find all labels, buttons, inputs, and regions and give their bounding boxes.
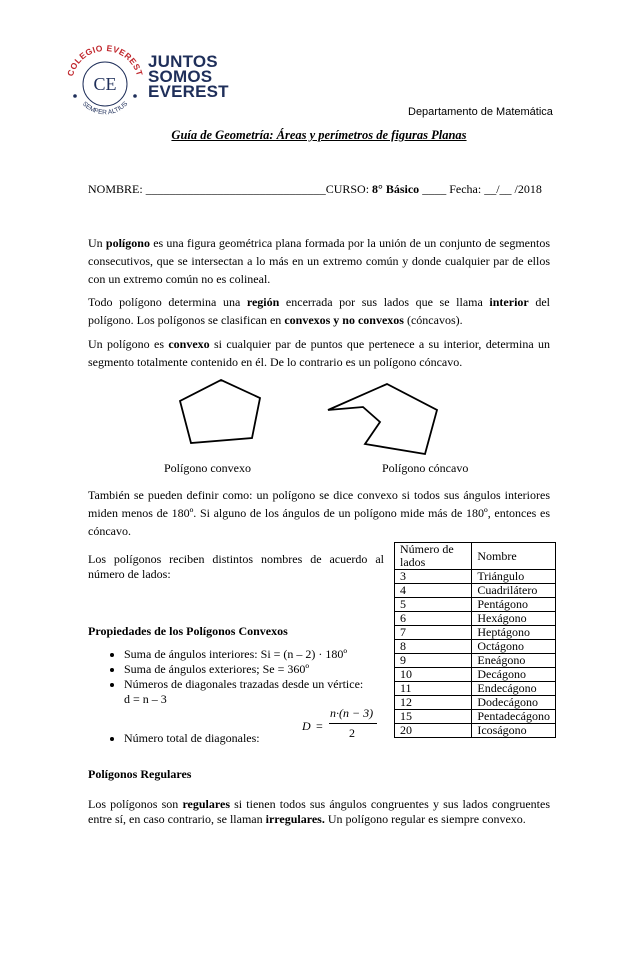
- properties-list: [88, 647, 424, 707]
- slogan: [148, 54, 229, 99]
- paragraph-regular-polygons: [88, 797, 550, 827]
- regular-text-a: Los polígonos son: [88, 797, 183, 811]
- table-row: [395, 598, 556, 612]
- paragraph-polygon-names-intro: Los polígonos reciben distintos nombres de acuerdo al número de lados:: [88, 552, 384, 581]
- table-cell-name: Icoságono: [472, 724, 556, 738]
- seal-bottom-text: SEMPER ALTIUS: [80, 100, 130, 117]
- table-cell-sides: 10: [395, 668, 472, 682]
- course-blank[interactable]: ____: [422, 182, 447, 196]
- convex-pentagon-shape: [180, 380, 260, 443]
- table-cell-sides: 9: [395, 654, 472, 668]
- convex-polygon-caption: Polígono convexo: [164, 461, 251, 475]
- school-logo: [60, 32, 229, 132]
- p2-bold-classes: convexos y no convexos: [284, 313, 404, 327]
- table-cell-name: Decágono: [472, 668, 556, 682]
- svg-text:COLEGIO EVEREST: [65, 43, 145, 78]
- p1-bold-polygon: polígono: [105, 236, 150, 250]
- seal-initials: CE: [93, 74, 117, 94]
- table-row: [395, 584, 556, 598]
- table-cell-name: Heptágono: [472, 626, 556, 640]
- paragraph-angles: También se pueden definir como: un polígono se dice convexo si todos sus ángulos interiores miden menos de 180º. Si alguno de los ángulos de un polígono mide más de 180º, entonces es cóncavo.: [88, 488, 550, 538]
- svg-text:SEMPER ALTIUS: [81, 100, 130, 116]
- table-header-name: Nombre: [472, 543, 556, 570]
- table-cell-sides: 5: [395, 598, 472, 612]
- paragraph-convex: [88, 335, 550, 371]
- property-interior-angles: • Suma de ángulos interiores: Si = (n – 2) · 180º: [124, 647, 424, 662]
- p2-text-e: del polígono. Los polígonos se clasifican en: [88, 295, 550, 327]
- formula-numerator: n·(n − 3): [330, 706, 374, 720]
- department-label: Departamento de Matemática: [408, 106, 553, 118]
- date-value[interactable]: __/__ /2018: [484, 182, 542, 196]
- table-cell-sides: 11: [395, 682, 472, 696]
- table-cell-name: Pentágono: [472, 598, 556, 612]
- table-cell-name: Endecágono: [472, 682, 556, 696]
- concave-polygon-shape: [328, 384, 437, 454]
- table-row: [395, 626, 556, 640]
- slogan-line-1: JUNTOS: [148, 52, 218, 71]
- table-cell-name: Cuadrilátero: [472, 584, 556, 598]
- table-cell-name: Pentadecágono: [472, 710, 556, 724]
- property-total-diagonals: • Número total de diagonales:: [124, 731, 424, 746]
- table-cell-sides: 7: [395, 626, 472, 640]
- regular-bold-regular: regulares: [182, 797, 230, 811]
- property-diagonals-vertex-text: Números de diagonales trazadas desde un vértice:: [124, 677, 364, 691]
- paragraph-polygon-definition: [88, 234, 550, 288]
- p2-bold-region: región: [246, 295, 280, 309]
- concave-polygon-caption: Polígono cóncavo: [382, 461, 469, 475]
- p3-bold-convex: convexo: [168, 337, 210, 351]
- slogan-line-2: SOMOS: [148, 67, 213, 86]
- p1-text-c: es una figura geométrica plana formada por la unión de un conjunto de segmentos consecutivos, que se intersectan a lo más en un extremo común y donde cualquier par de ellos con un extremo común no es colineal.: [88, 236, 550, 286]
- table-cell-name: Octágono: [472, 640, 556, 654]
- formula-fraction-bar: [329, 723, 377, 724]
- table-cell-sides: 8: [395, 640, 472, 654]
- formula-equals: =: [316, 719, 323, 733]
- property-diagonals-vertex: [124, 677, 424, 707]
- properties-list-last: [88, 731, 424, 746]
- table-header-sides: Número de lados: [395, 543, 472, 570]
- p2-text-c: encerrada por sus lados que se llama: [279, 295, 490, 309]
- table-cell-sides: 12: [395, 696, 472, 710]
- p2-text-g: (cóncavos).: [403, 313, 463, 327]
- table-cell-sides: 6: [395, 612, 472, 626]
- p3-text-a: Un polígono es: [88, 337, 169, 351]
- table-cell-sides: 20: [395, 724, 472, 738]
- p2-bold-interior: interior: [489, 295, 529, 309]
- property-exterior-angles: • Suma de ángulos exteriores; Se = 360º: [124, 662, 424, 677]
- formula-denominator: 2: [349, 726, 355, 740]
- paragraph-region: [88, 293, 550, 329]
- student-info-line: [88, 182, 542, 197]
- table-row: [395, 570, 556, 584]
- regular-bold-irregular: irregulares.: [265, 812, 325, 826]
- table-cell-name: Triángulo: [472, 570, 556, 584]
- p3-text-c: si cualquier par de puntos que pertenece a su interior, determina un segmento totalmente contenido en él. De lo contrario es un polígono cóncavo.: [88, 337, 550, 369]
- slogan-line-3: EVEREST: [148, 82, 229, 101]
- date-label: Fecha:: [449, 182, 482, 196]
- table-cell-sides: 4: [395, 584, 472, 598]
- course-value: 8° Básico: [372, 182, 420, 196]
- table-cell-name: Eneágono: [472, 654, 556, 668]
- table-row: [395, 710, 556, 724]
- name-blank[interactable]: ______________________________: [145, 182, 326, 196]
- table-cell-name: Dodecágono: [472, 696, 556, 710]
- table-header-row: [395, 543, 556, 570]
- regular-text-c: si tienen todos sus ángulos congruentes y sus lados congruentes entre sí, en caso contrario, se llaman: [88, 797, 551, 826]
- course-label: CURSO:: [325, 182, 370, 196]
- page-title: Guía de Geometría: Áreas y perímetros de figuras Planas: [171, 128, 467, 142]
- formula-lhs: D: [302, 719, 311, 733]
- school-seal: [60, 32, 150, 127]
- seal-top-text: COLEGIO EVEREST: [65, 42, 145, 78]
- table-cell-sides: 15: [395, 710, 472, 724]
- properties-heading: Propiedades de los Polígonos Convexos: [88, 624, 288, 638]
- table-row: [395, 612, 556, 626]
- property-diagonals-vertex-formula: d = n – 3: [124, 692, 167, 706]
- table-cell-sides: 3: [395, 570, 472, 584]
- regular-text-e: Un polígono regular es siempre convexo.: [324, 812, 526, 826]
- polygon-names-table: [394, 542, 556, 738]
- p2-text-a: Todo polígono determina una: [88, 295, 247, 309]
- name-label: NOMBRE:: [88, 182, 143, 196]
- regular-polygons-heading: Polígonos Regulares: [88, 767, 192, 781]
- convex-polygon-figure: [178, 378, 278, 448]
- table-cell-name: Hexágono: [472, 612, 556, 626]
- concave-polygon-figure: [325, 382, 445, 457]
- p1-text-a: Un: [88, 236, 106, 250]
